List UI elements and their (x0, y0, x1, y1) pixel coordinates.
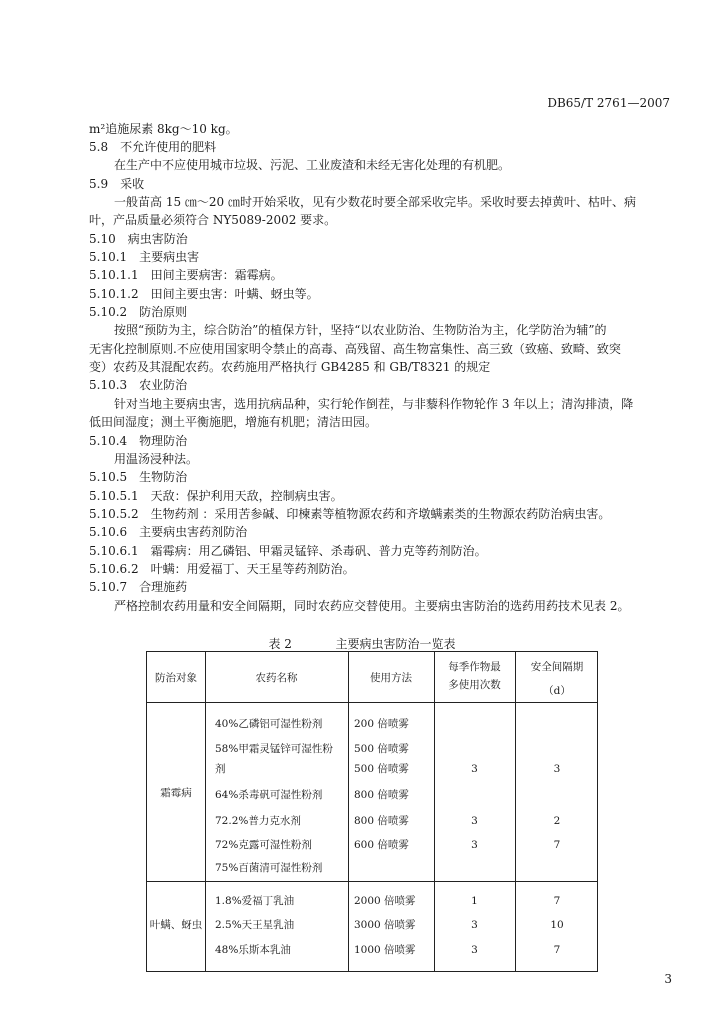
max-uses: 3 (471, 815, 478, 827)
table-number: 表 2 (268, 637, 292, 651)
body-line: m²追施尿素 8kg～10 kg。 (89, 122, 238, 136)
header-max-uses-line2: 多使用次数 (448, 679, 501, 691)
table-title: 主要病虫害防治一览表 (335, 637, 456, 651)
target-downy-mildew: 霜霉病 (160, 787, 192, 799)
body-line: 5.10.4 物理防治 (89, 434, 188, 448)
header-max-uses-line1: 每季作物最 (448, 661, 501, 673)
pesticide-name: 48%乐斯本乳油 (215, 944, 291, 956)
usage-method: 3000 倍喷雾 (354, 919, 416, 931)
body-line: 5.10 病虫害防治 (89, 232, 188, 246)
header-interval-line1: 安全间隔期 (530, 661, 584, 673)
safety-interval: 3 (553, 763, 561, 775)
pesticide-name: 75%百菌清可湿性粉剂 (215, 862, 323, 874)
body-line: 按照“预防为主，综合防治”的植保方针，坚持“以农业防治、生物防治为主，化学防治为辅”的 (114, 323, 607, 337)
safety-interval: 10 (550, 919, 564, 931)
body-line: 5.10.1.2 田间主要虫害：叶螨、蚜虫等。 (89, 287, 319, 301)
usage-method: 200 倍喷雾 (354, 718, 409, 730)
page-number: 3 (664, 972, 672, 986)
max-uses: 3 (471, 839, 478, 851)
usage-method: 500 倍喷雾 (354, 743, 409, 755)
safety-interval: 2 (553, 815, 561, 827)
body-line: 在生产中不应使用城市垃圾、污泥、工业废渣和未经无害化处理的有机肥。 (114, 158, 511, 172)
header-target: 防治对象 (155, 672, 197, 684)
body-line: 5.10.3 农业防治 (89, 378, 188, 392)
header-interval-line2: （d） (543, 685, 571, 697)
body-line: 叶，产品质量必须符合 NY5089-2002 要求。 (89, 213, 337, 227)
max-uses: 1 (471, 895, 478, 907)
pesticide-name: 1.8%爱福丁乳油 (215, 895, 295, 907)
pesticide-name: 2.5%天王星乳油 (215, 919, 295, 931)
body-line: 5.10.5.1 天敌：保护利用天敌，控制病虫害。 (89, 489, 343, 503)
safety-interval: 7 (553, 944, 561, 956)
body-line: 5.10.6.1 霜霉病：用乙磷铝、甲霜灵锰锌、杀毒矾、普力克等药剂防治。 (89, 544, 487, 558)
usage-method: 800 倍喷雾 (354, 815, 409, 827)
max-uses: 3 (471, 944, 478, 956)
body-line: 严格控制农药用量和安全间隔期，同时农药应交替使用。主要病虫害防治的选药用药技术见表 2。 (114, 599, 630, 613)
pesticide-name: 58%甲霜灵锰锌可湿性粉 (215, 743, 333, 755)
pesticide-name: 剂 (215, 763, 226, 775)
body-line: 5.10.6 主要病虫害药剂防治 (89, 525, 248, 539)
safety-interval: 7 (553, 839, 561, 851)
pesticide-name: 64%杀毒矾可湿性粉剂 (215, 789, 323, 801)
body-line: 5.10.7 合理施药 (89, 580, 188, 594)
usage-method: 600 倍喷雾 (354, 839, 409, 851)
usage-method: 2000 倍喷雾 (354, 895, 416, 907)
max-uses: 3 (471, 763, 478, 775)
usage-method: 800 倍喷雾 (354, 789, 409, 801)
header-method: 使用方法 (370, 672, 412, 684)
body-line: 5.10.1 主要病虫害 (89, 250, 200, 264)
body-line: 针对当地主要病虫害，选用抗病品种，实行轮作倒茬，与非藜科作物轮作 3 年以上；清沟排渍，降 (114, 397, 634, 411)
pesticide-name: 72%克露可湿性粉剂 (215, 839, 312, 851)
table-caption (0, 635, 724, 652)
body-line: 用温汤浸种法。 (114, 452, 199, 466)
header-pesticide: 农药名称 (255, 672, 298, 684)
body-line: 5.10.2 防治原则 (89, 305, 188, 319)
target-mites-aphids: 叶螨、蚜虫 (149, 919, 203, 931)
body-line: 5.8 不允许使用的肥料 (89, 140, 217, 154)
document-standard-number: DB65/T 2761—2007 (547, 96, 670, 110)
pest-control-table (146, 651, 598, 972)
usage-method: 500 倍喷雾 (354, 763, 409, 775)
usage-method: 1000 倍喷雾 (354, 944, 416, 956)
pesticide-name: 72.2%普力克水剂 (215, 815, 301, 827)
body-line: 5.10.6.2 叶螨：用爱福丁、天王星等药剂防治。 (89, 562, 355, 576)
pesticide-name: 40%乙磷铝可湿性粉剂 (215, 718, 323, 730)
body-line: 低田间湿度；测土平衡施肥，增施有机肥；清洁田园。 (89, 415, 378, 429)
body-line: 一般苗高 15 ㎝～20 ㎝时开始采收，见有少数花时要全部采收完毕。采收时要去掉黄叶、枯叶、病 (114, 195, 636, 209)
body-line: 5.10.5.2 生物药剂 ：采用苦参碱、印楝素等植物源农药和齐墩螨素类的生物源农药防治病虫害。 (89, 507, 611, 521)
body-line: 无害化控制原则.不应使用国家明令禁止的高毒、高残留、高生物富集性、高三致（致癌、致畸、致突 (89, 342, 621, 356)
safety-interval: 7 (553, 895, 561, 907)
max-uses: 3 (471, 919, 478, 931)
body-line: 变）农药及其混配农药。农药施用严格执行 GB4285 和 GB/T8321 的规定 (89, 360, 491, 374)
body-line: 5.10.5 生物防治 (89, 470, 188, 484)
body-line: 5.9 采收 (89, 177, 145, 191)
body-line: 5.10.1.1 田间主要病害：霜霉病。 (89, 268, 283, 282)
